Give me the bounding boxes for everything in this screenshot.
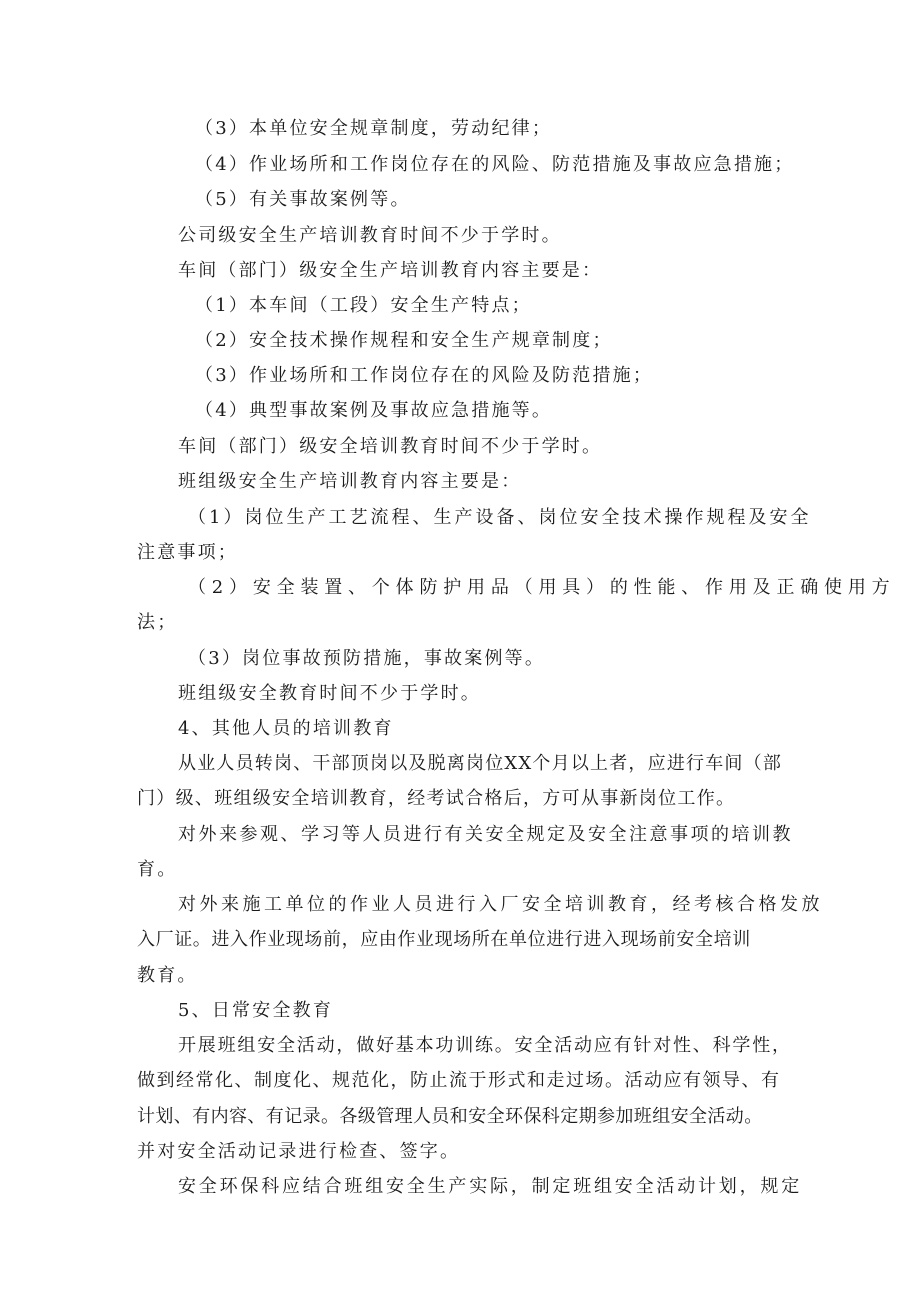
paragraph-contractors: 对外来施工单位的作业人员进行入厂安全培训教育，经考核合格发放 bbox=[178, 894, 823, 915]
paragraph-team-content-intro: 班组级安全生产培训教育内容主要是： bbox=[178, 471, 522, 492]
paragraph-transfer: 从业人员转岗、干部顶岗以及脱离岗位XX个月以上者，应进行车间（部 bbox=[178, 753, 783, 774]
list-item-workshop-risks: （3）作业场所和工作岗位存在的风险及防范措施； bbox=[195, 365, 654, 386]
list-item-team-equipment: （2）安全装置、个体防护用品（用具）的性能、作用及正确使用方 bbox=[188, 577, 896, 598]
paragraph-company-hours: 公司级安全生产培训教育时间不少于学时。 bbox=[178, 225, 562, 246]
list-item-company-rules: （3）本单位安全规章制度，劳动纪律； bbox=[195, 118, 553, 139]
paragraph-workshop-content-intro: 车间（部门）级安全生产培训教育内容主要是： bbox=[178, 260, 603, 281]
paragraph-contractors-cont-2: 教育。 bbox=[137, 965, 198, 986]
section-heading-daily-education: 5、日常安全教育 bbox=[178, 1000, 334, 1021]
paragraph-visitors: 对外来参观、学习等人员进行有关安全规定及安全注意事项的培训教 bbox=[178, 824, 793, 845]
section-heading-other-personnel: 4、其他人员的培训教育 bbox=[178, 718, 394, 739]
paragraph-visitors-cont: 育。 bbox=[137, 859, 178, 880]
list-item-workshop-cases: （4）典型事故案例及事故应急措施等。 bbox=[195, 400, 553, 421]
paragraph-team-activities: 开展班组安全活动，做好基本功训练。安全活动应有针对性、科学性， bbox=[178, 1035, 792, 1056]
paragraph-transfer-cont: 门）级、班组级安全培训教育，经考试合格后，方可从事新岗位工作。 bbox=[137, 788, 736, 809]
paragraph-team-activities-cont-2: 计划、有内容、有记录。各级管理人员和安全环保科定期参加班组安全活动。 bbox=[137, 1106, 763, 1127]
list-item-team-process: （1）岗位生产工艺流程、生产设备、岗位安全技术操作规程及安全 bbox=[188, 507, 812, 528]
list-item-workshop-procedures: （2）安全技术操作规程和安全生产规章制度； bbox=[195, 330, 613, 351]
list-item-workshop-features: （1）本车间（工段）安全生产特点； bbox=[195, 295, 532, 316]
list-item-company-risks: （4）作业场所和工作岗位存在的风险、防范措施及事故应急措施； bbox=[195, 154, 795, 175]
list-item-team-prevention: （3）岗位事故预防措施，事故案例等。 bbox=[188, 648, 546, 669]
paragraph-team-activities-cont-3: 并对安全活动记录进行检查、签字。 bbox=[137, 1141, 461, 1162]
paragraph-contractors-cont-1: 入厂证。进入作业现场前，应由作业现场所在单位进行进入现场前安全培训 bbox=[137, 929, 751, 950]
paragraph-activity-plan: 安全环保科应结合班组安全生产实际，制定班组安全活动计划，规定 bbox=[178, 1176, 802, 1197]
list-item-team-process-cont: 注意事项； bbox=[137, 542, 238, 563]
list-item-team-equipment-cont: 法； bbox=[137, 612, 178, 633]
paragraph-team-hours: 班组级安全教育时间不少于学时。 bbox=[178, 683, 481, 704]
paragraph-workshop-hours: 车间（部门）级安全培训教育时间不少于学时。 bbox=[178, 436, 603, 457]
list-item-company-cases: （5）有关事故案例等。 bbox=[195, 189, 411, 210]
paragraph-team-activities-cont-1: 做到经常化、制度化、规范化，防止流于形式和走过场。活动应有领导、有 bbox=[137, 1070, 781, 1091]
